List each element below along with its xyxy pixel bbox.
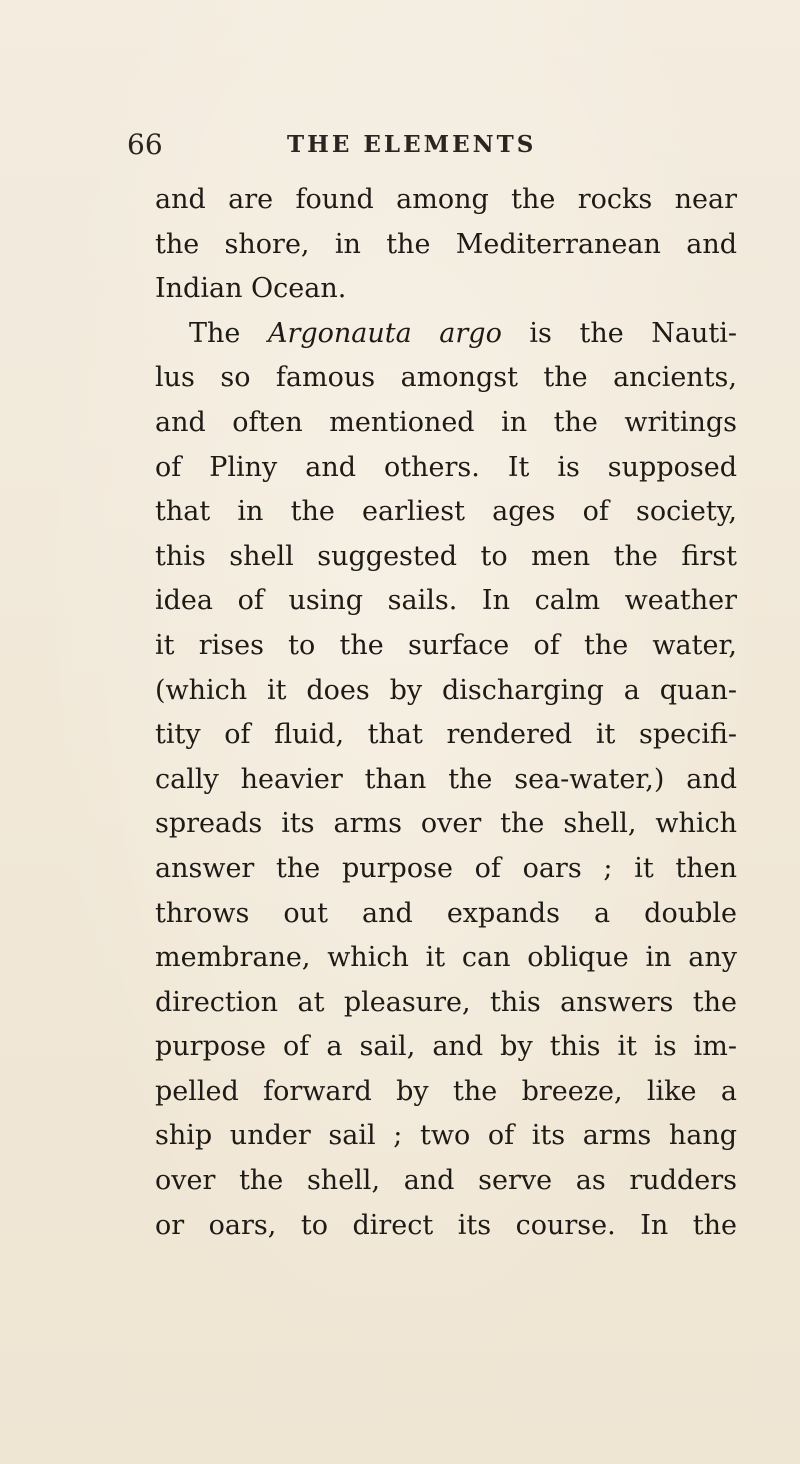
text-line: it rises to the surface of the water, (155, 629, 737, 661)
text-line: or oars, to direct its course. In the (155, 1209, 737, 1241)
text-line: lus so famous amongst the ancients, (155, 362, 737, 394)
page-number: 66 (127, 128, 163, 161)
text-line-start: The (189, 317, 268, 349)
text-line: tity of fluid, that rendered it specifi- (155, 719, 737, 751)
text-line: answer the purpose of oars ; it then (155, 852, 737, 884)
text-line: pelled forward by the breeze, like a (155, 1075, 737, 1107)
running-head: THE ELEMENTS (287, 131, 537, 158)
text-line: and often mentioned in the writings (155, 406, 737, 438)
text-line: that in the earliest ages of society, (155, 496, 737, 528)
body-text (155, 178, 737, 1248)
text-line: spreads its arms over the shell, which (155, 808, 737, 840)
text-line: (which it does by discharging a quan- (155, 674, 737, 706)
text-line (155, 312, 737, 357)
text-line: the shore, in the Mediterranean and (155, 228, 737, 260)
text-line: of Pliny and others. It is supposed (155, 451, 737, 483)
species-name: Argonauta argo (267, 317, 502, 349)
page-header (127, 125, 607, 165)
text-line-end: is the Nauti- (501, 317, 737, 349)
text-line: over the shell, and serve as rudders (155, 1165, 737, 1197)
text-line: this shell suggested to men the first (155, 540, 737, 572)
text-line: direction at pleasure, this answers the (155, 986, 737, 1018)
text-line: membrane, which it can oblique in any (155, 942, 737, 974)
text-line: purpose of a sail, and by this it is im- (155, 1031, 737, 1063)
text-line: idea of using sails. In calm weather (155, 585, 737, 617)
text-line: cally heavier than the sea-water,) and (155, 763, 737, 795)
text-line: Indian Ocean. (155, 273, 347, 305)
text-line: throws out and expands a double (155, 897, 737, 929)
text-line: ship under sail ; two of its arms hang (155, 1120, 737, 1152)
text-line: and are found among the rocks near (155, 184, 737, 215)
